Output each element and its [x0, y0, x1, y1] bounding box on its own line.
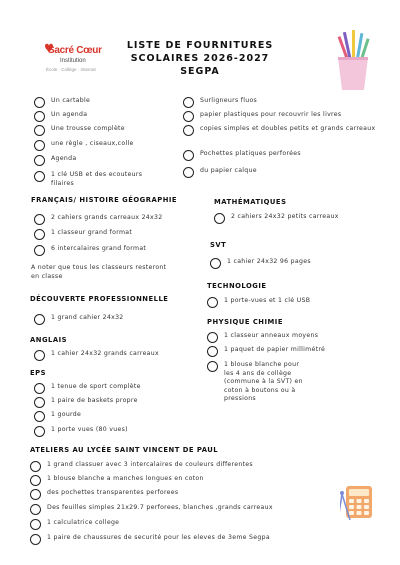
section-heading-anglais: ANGLAIS: [30, 336, 68, 344]
section-heading-svt: SVT: [210, 241, 227, 249]
logo: [42, 42, 104, 74]
checkbox[interactable]: [34, 245, 45, 256]
checkbox[interactable]: [214, 213, 225, 224]
list-item[interactable]: 1 porte-vues et 1 clé USB: [207, 297, 377, 308]
list-item[interactable]: 1 porte vues (80 vues): [34, 426, 194, 437]
list-item[interactable]: 1 tenue de sport complète: [34, 383, 194, 394]
checkbox[interactable]: [30, 519, 41, 530]
list-item[interactable]: 1 blouse blanche pour les 4 ans de collège (commune à la SVT) en coton à boutons ou à pressions: [207, 361, 382, 404]
checkbox[interactable]: [34, 229, 45, 240]
list-item[interactable]: 1 cahier 24x32 grands carreaux: [34, 350, 199, 361]
list-item[interactable]: Pochettes platiques perforées: [183, 150, 383, 161]
logo-subtitle: Institution: [60, 58, 86, 64]
checkbox[interactable]: [34, 411, 45, 422]
logo-name: Sacré Cœur: [48, 45, 102, 56]
list-item[interactable]: Un agenda: [34, 111, 179, 122]
checkbox[interactable]: [207, 297, 218, 308]
list-item[interactable]: Surligneurs fluos: [183, 97, 383, 108]
checkbox[interactable]: [210, 258, 221, 269]
checkbox[interactable]: [34, 111, 45, 122]
list-item[interactable]: 1 grand cahier 24x32: [34, 314, 194, 325]
checkbox[interactable]: [183, 97, 194, 108]
list-item[interactable]: 1 cahier 24x32 96 pages: [210, 258, 380, 269]
title-line-1: LISTE DE FOURNITURES: [126, 40, 274, 51]
section-heading-francais: FRANÇAIS/ HISTOIRE GÉOGRAPHIE: [31, 196, 178, 204]
checkbox[interactable]: [30, 504, 41, 515]
list-item[interactable]: 6 intercalaires grand format: [34, 245, 194, 256]
list-item[interactable]: papier plastiques pour recouvrir les livres: [183, 111, 383, 122]
list-item[interactable]: 1 grand classuer avec 3 intercalaires de couleurs differentes: [30, 461, 350, 472]
section-heading-techno: TECHNOLOGIE: [207, 282, 267, 290]
checkbox[interactable]: [207, 361, 218, 372]
checkbox[interactable]: [34, 426, 45, 437]
checkbox[interactable]: [34, 383, 45, 394]
list-item[interactable]: une règle , ciseaux,colle: [34, 140, 179, 151]
checkbox[interactable]: [34, 397, 45, 408]
logo-tagline: École · Collège · Internat: [46, 67, 96, 72]
checkbox[interactable]: [207, 332, 218, 343]
section-heading-ateliers: ATELIERS AU LYCÉE SAINT VINCENT DE PAUL: [30, 446, 219, 454]
title-line-2: SCOLAIRES 2026-2027: [130, 53, 270, 64]
francais-note: A noter que tous les classeurs resteront en classe: [31, 264, 167, 280]
section-heading-maths: MATHÉMATIQUES: [214, 198, 287, 206]
checkbox[interactable]: [30, 461, 41, 472]
list-item[interactable]: 1 blouse blanche a manches longues en coton: [30, 475, 330, 486]
list-item[interactable]: 1 classeur grand format: [34, 229, 194, 240]
checkbox[interactable]: [34, 171, 45, 182]
list-item[interactable]: 2 cahiers grands carreaux 24x32: [34, 214, 194, 225]
list-item[interactable]: 1 classeur anneaux moyens: [207, 332, 377, 343]
list-item[interactable]: Un cartable: [34, 97, 179, 108]
list-item[interactable]: du papier calque: [183, 167, 383, 178]
calculator-icon: [340, 482, 380, 522]
checkbox[interactable]: [34, 140, 45, 151]
checkbox[interactable]: [34, 214, 45, 225]
checkbox[interactable]: [207, 346, 218, 357]
checkbox[interactable]: [34, 314, 45, 325]
title-line-3: SEGPA: [180, 66, 220, 77]
list-item[interactable]: des pochettes transparentes perforees: [30, 489, 330, 500]
section-heading-decouverte: DÉCOUVERTE PROFESSIONNELLE: [30, 295, 169, 303]
list-item[interactable]: 1 paquet de papier millimétré: [207, 346, 377, 357]
section-heading-physique: PHYSIQUE CHIMIE: [207, 318, 283, 326]
list-item[interactable]: 1 clé USB et des ecouteurs filaires: [34, 171, 162, 188]
list-item[interactable]: copies simples et doubles petits et grands carreaux: [183, 125, 383, 136]
checkbox[interactable]: [34, 155, 45, 166]
list-item[interactable]: 1 paire de baskets propre: [34, 397, 194, 408]
checkbox[interactable]: [183, 167, 194, 178]
checkbox[interactable]: [34, 350, 45, 361]
checkbox[interactable]: [34, 97, 45, 108]
list-item[interactable]: Des feuilles simples 21x29.7 perforees, blanches ,grands carreaux: [30, 504, 335, 515]
pencil-cup-icon: [330, 30, 374, 92]
list-item[interactable]: 1 calculatrice college: [30, 519, 330, 530]
list-item[interactable]: 1 gourde: [34, 411, 194, 422]
checkbox[interactable]: [183, 111, 194, 122]
checkbox[interactable]: [30, 489, 41, 500]
checkbox[interactable]: [30, 534, 41, 545]
list-item[interactable]: Une trousse complète: [34, 125, 179, 136]
list-item[interactable]: 2 cahiers 24x32 petits carreaux: [214, 213, 384, 224]
list-item[interactable]: 1 paire de chaussures de securité pour les eleves de 3eme Segpa: [30, 534, 385, 545]
section-heading-eps: EPS: [30, 369, 47, 377]
checkbox[interactable]: [183, 150, 194, 161]
checkbox[interactable]: [30, 475, 41, 486]
checkbox[interactable]: [183, 125, 194, 136]
checkbox[interactable]: [34, 125, 45, 136]
list-item[interactable]: Agenda: [34, 155, 179, 166]
